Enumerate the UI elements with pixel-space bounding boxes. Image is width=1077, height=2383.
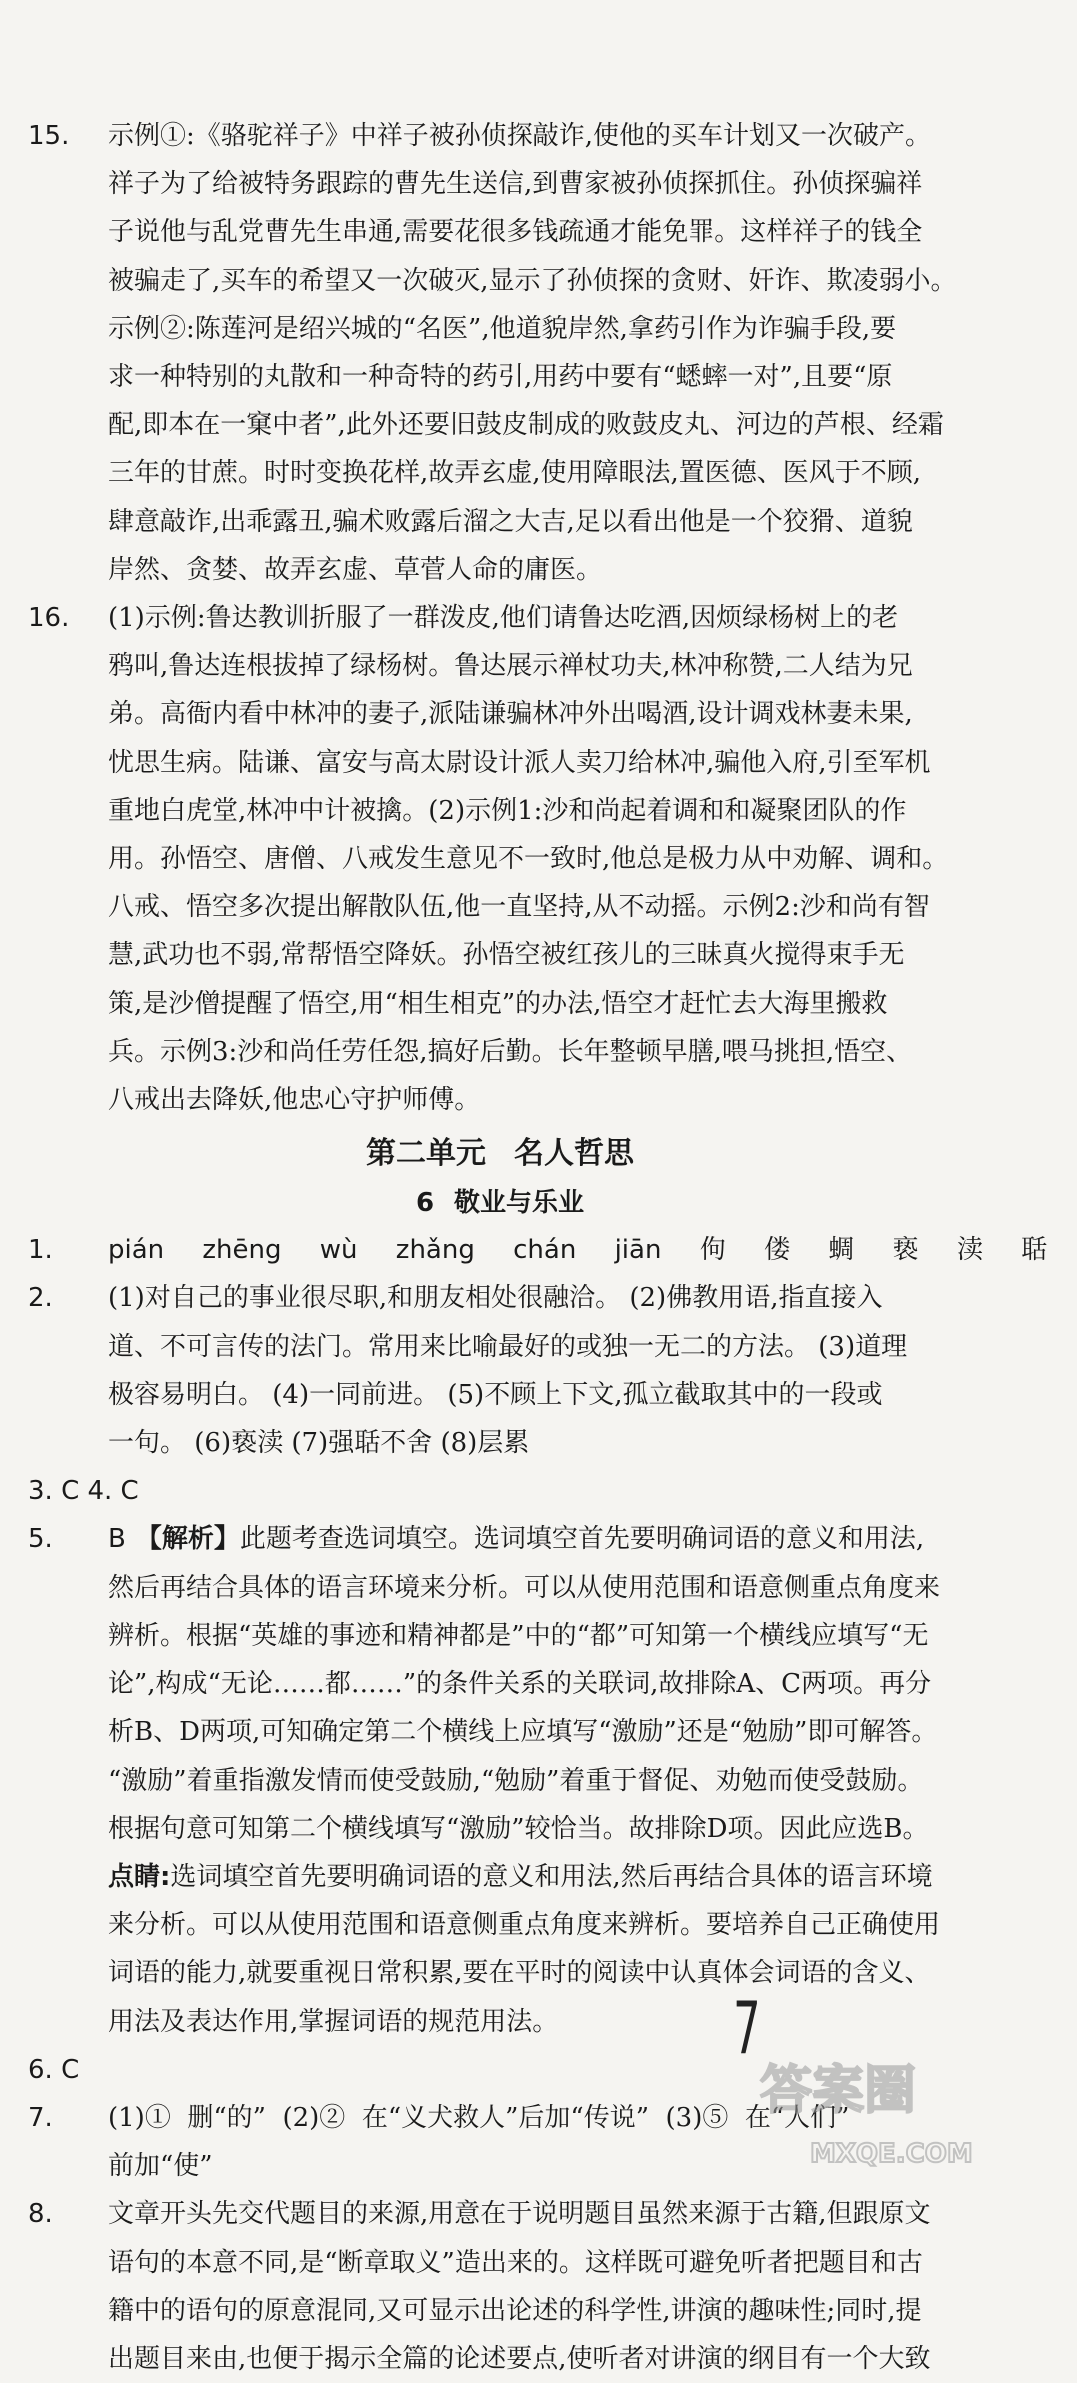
text-line: 兵。示例3:沙和尚任劳任怨,搞好后勤。长年整顿早膳,喂马挑担,悟空、 [108,1036,913,1067]
note-tag: 点睛: [108,1861,171,1892]
char-item: 偻 [763,1235,790,1266]
unit-heading [0,1128,1000,1180]
question-number: 5. [28,1524,53,1555]
text-line: 籍中的语句的原意混同,又可显示出论述的科学性,讲演的趣味性;同时,提 [108,2295,922,2326]
text-line: 辨析。根据“英雄的事迹和精神都是”中的“都”可知第一个横线应填写“无 [108,1620,929,1651]
text-line: 极容易明白。 (4)一同前进。 (5)不顾上下文,孤立截取其中的一段或 [108,1379,883,1410]
unit-name: 第二单元 [366,1136,486,1172]
pinyin-item: chán [513,1235,577,1266]
text-line [108,1515,938,1563]
text-line: “激励”着重指激发情而使受鼓励,“勉励”着重于督促、劝勉而使受鼓励。 [108,1765,924,1796]
question-15 [0,112,1000,594]
char-item: 亵 [892,1235,919,1266]
char-item: 渎 [956,1235,983,1266]
text-line: 用。孙悟空、唐僧、八戒发生意见不一致时,他总是极力从中劝解、调和。 [108,844,949,875]
text-line: 论”,构成“无论……都……”的条件关系的关联词,故排除A、C两项。再分 [108,1669,932,1700]
text-line: 被骗走了,买车的希望又一次破灭,显示了孙侦探的贪财、奸诈、欺凌弱小。 [108,265,957,296]
analysis-tag: 【解析】 [135,1524,240,1555]
text-line: 鸦叫,鲁达连根拔掉了绿杨树。鲁达展示禅杖功夫,林冲称赞,二人结为兄 [108,651,913,682]
text-line: 文章开头先交代题目的来源,用意在于说明题目虽然来源于古籍,但跟原文 [108,2199,931,2230]
answer-line: 3. C 4. C [28,1476,139,1507]
question-number: 16. [28,603,70,634]
text-line: 根据句意可知第二个横线填写“激励”较恰当。故排除D项。因此应选B。 [108,1813,929,1844]
text-line: (1)① 删“的” (2)② 在“义犬救人”后加“传说” (3)⑤ 在“人们” [108,2102,850,2133]
text-line: 出题目来由,也便于揭示全篇的论述要点,使听者对讲演的纲目有一个大致 [108,2343,931,2374]
question-8 [0,2190,1000,2383]
text-line: 肆意敲诈,出乖露丑,骗术败露后溜之大吉,足以看出他是一个狡猾、道貌 [108,506,913,537]
text-line: 八戒出去降妖,他忠心守护师傅。 [108,1085,481,1116]
question-3-4 [0,1467,1000,1515]
text-line: 前加“使” [108,2151,213,2182]
text-line: 策,是沙僧提醒了悟空,用“相生相克”的办法,悟空才赶忙去大海里搬救 [108,988,888,1019]
text-line: 来分析。可以从使用范围和语意侧重点角度来辨析。要培养自己正确使用 [108,1910,941,1941]
pinyin-line [108,1226,1048,1274]
lesson-number: 6 [415,1188,435,1219]
text-line: 忧思生病。陆谦、富安与高太尉设计派人卖刀给林冲,骗他入府,引至军机 [108,747,931,778]
question-number: 7. [28,2102,53,2133]
text-line: 三年的甘蔗。时时变换花样,故弄玄虚,使用障眼法,置医德、医风于不顾, [108,458,922,489]
text-line: 示例②:陈莲河是绍兴城的“名医”,他道貌岸然,拿药引作为诈骗手段,要 [108,313,897,344]
text-line: 岸然、贪婪、故弄玄虚、草菅人命的庸医。 [108,554,603,585]
lesson-title: 敬业与乐业 [454,1188,585,1219]
text-line: 道、不可言传的法门。常用来比喻最好的或独一无二的方法。 (3)道理 [108,1331,908,1362]
pinyin-item: wù [319,1235,358,1266]
note-first-line: 选词填空首先要明确词语的意义和用法,然后再结合具体的语言环境 [170,1861,933,1892]
answer-line: 6. C [28,2054,80,2085]
text-line: 慧,武功也不弱,常帮悟空降妖。孙悟空被红孩儿的三昧真火搅得束手无 [108,940,905,971]
pinyin-item: zhǎng [395,1235,475,1266]
text-line: 配,即本在一窠中者”,此外还要旧鼓皮制成的败鼓皮丸、河边的芦根、经霜 [108,410,944,441]
text-line: (1)对自己的事业很尽职,和朋友相处很融洽。 (2)佛教用语,指直接入 [108,1283,883,1314]
text-line: 重地白虎堂,林冲中计被擒。(2)示例1:沙和尚起着调和和凝聚团队的作 [108,795,907,826]
question-number: 1. [28,1235,53,1266]
watermark-main: 答案圈 [760,2061,917,2121]
page-number: 7 [733,1986,761,2070]
text-line: 子说他与乱党曹先生串通,需要花很多钱疏通才能免罪。这样祥子的钱全 [108,217,923,248]
text-line: 弟。高衙内看中林冲的妻子,派陆谦骗林冲外出喝酒,设计调戏林妻未果, [108,699,913,730]
analysis-first-line: 此题考查选词填空。选词填空首先要明确词语的意义和用法, [239,1524,925,1555]
text-line: 析B、D两项,可知确定第二个横线上应填写“激励”还是“勉励”即可解答。 [108,1717,938,1748]
text-line: 然后再结合具体的语言环境来分析。可以从使用范围和语意侧重点角度来 [108,1572,941,1603]
text-line: 词语的能力,就要重视日常积累,要在平时的阅读中认真体会词语的含义、 [108,1958,931,1989]
pinyin-item: jiān [614,1235,662,1266]
question-5 [0,1515,1000,2045]
question-2 [0,1274,1000,1467]
answer-choice: B [108,1524,126,1555]
pinyin-item: pián [108,1235,165,1266]
lesson-heading [0,1180,1000,1226]
unit-theme: 名人哲思 [514,1136,634,1172]
text-line: 示例①:《骆驼祥子》中祥子被孙侦探敲诈,使他的买车计划又一次破产。 [108,121,932,151]
text-line: 一句。 (6)亵渎 (7)强聒不舍 (8)层累 [108,1428,530,1459]
char-item: 佝 [699,1235,726,1266]
question-1 [0,1226,1048,1274]
text-line: 求一种特别的丸散和一种奇特的药引,用药中要有“蟋蟀一对”,且要“原 [108,362,893,393]
question-number: 15. [28,121,70,151]
text-line: 祥子为了给被特务跟踪的曹先生送信,到曹家被孙侦探抓住。孙侦探骗祥 [108,169,923,200]
pinyin-item: zhēng [202,1235,282,1266]
text-line: 用法及表达作用,掌握词语的规范用法。 [108,2006,559,2037]
question-16 [0,594,1000,1124]
watermark-url: MXQE.COM [810,2139,973,2169]
question-number: 8. [28,2199,53,2230]
text-line [108,1853,938,1901]
char-item: 蜩 [828,1235,855,1266]
text-line: 八戒、悟空多次提出解散队伍,他一直坚持,从不动摇。示例2:沙和尚有智 [108,892,930,923]
text-line: 语句的本意不同,是“断章取义”造出来的。这样既可避免听者把题目和古 [108,2247,923,2278]
question-number: 2. [28,1283,53,1314]
text-line: (1)示例:鲁达教训折服了一群泼皮,他们请鲁达吃酒,因烦绿杨树上的老 [108,603,899,634]
watermark-logo [740,2030,990,2180]
char-item: 聒 [1021,1235,1048,1266]
